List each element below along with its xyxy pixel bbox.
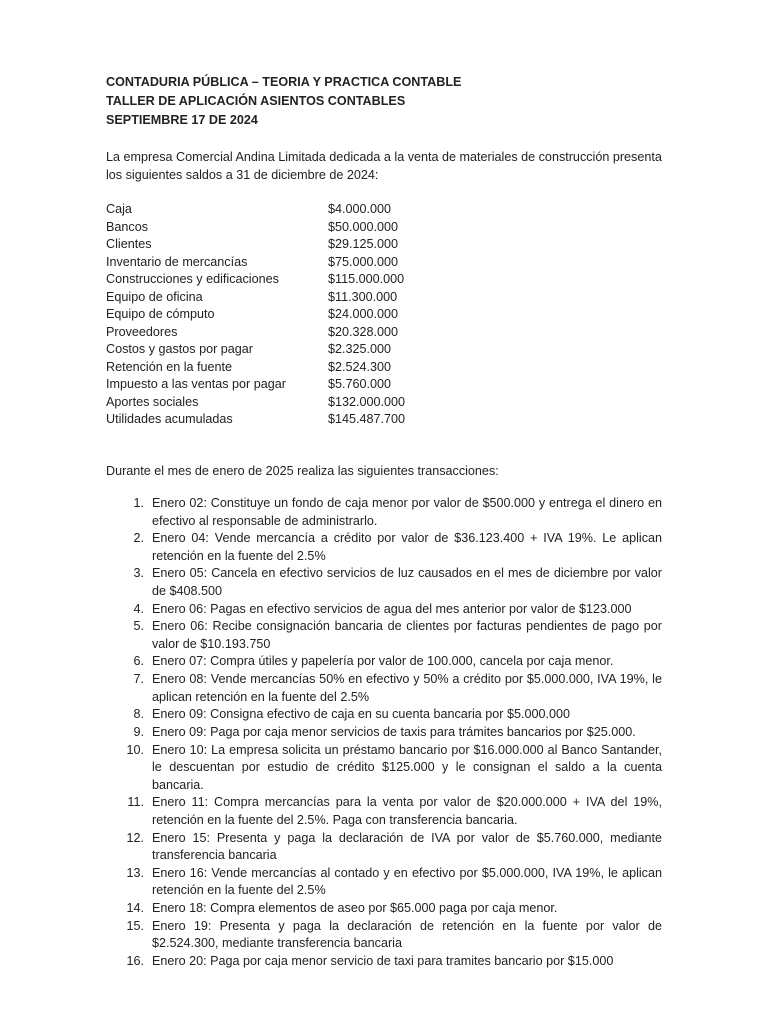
transaction-number: 11. <box>127 795 144 810</box>
balance-amount: $145.487.700 <box>328 412 406 426</box>
balance-row <box>106 236 662 254</box>
balance-account-name: Caja <box>106 202 132 216</box>
transaction-number: 8. <box>133 707 144 722</box>
transaction-number: 2. <box>133 531 144 546</box>
header-title: CONTADURIA PÚBLICA – TEORIA Y PRACTICA CONTABLE <box>106 75 462 89</box>
transaction-text: Enero 15: Presenta y paga la declaración de IVA por valor de $5.760.000, mediante transferencia bancaria <box>152 830 662 863</box>
balance-row <box>106 306 662 324</box>
balance-account-name: Equipo de cómputo <box>106 307 215 321</box>
transaction-text: Enero 06: Recibe consignación bancaria de clientes por facturas pendientes de pago por valor de $10.193.750 <box>152 619 662 651</box>
balance-row <box>106 219 662 237</box>
transaction-text: Enero 08: Vende mercancías 50% en efectivo y 50% a crédito por $5.000.000, IVA 19%, le aplican retención en la fuente del 2.5% <box>152 672 662 704</box>
balance-account-name: Impuesto a las ventas por pagar <box>106 377 286 391</box>
transaction-number-cell <box>106 865 152 900</box>
transaction-number-cell <box>106 794 152 829</box>
balance-amount: $20.328.000 <box>328 324 399 339</box>
transaction-number: 3. <box>133 566 144 581</box>
transaction-item <box>106 530 662 565</box>
transaction-number: 4. <box>133 601 144 616</box>
transaction-text: Enero 16: Vende mercancías al contado y en efectivo por $5.000.000, IVA 19%, le aplican retención en la fuente del 2.5% <box>152 865 662 898</box>
transaction-item <box>106 653 662 671</box>
balance-amount: $50.000.000 <box>328 219 399 234</box>
balance-account-name: Inventario de mercancías <box>106 254 248 269</box>
transaction-number: 12. <box>126 830 144 845</box>
transaction-number-cell <box>106 724 152 742</box>
document-page <box>106 73 662 971</box>
balance-account-name: Clientes <box>106 237 152 251</box>
transaction-item <box>106 900 662 918</box>
transaction-text: Enero 06: Pagas en efectivo servicios de agua del mes anterior por valor de $123.000 <box>152 601 632 616</box>
transaction-item <box>106 830 662 865</box>
transaction-text: Enero 05: Cancela en efectivo servicios de luz causados en el mes de diciembre por valor de $408.500 <box>152 566 662 598</box>
balance-row <box>106 324 662 342</box>
balance-row <box>106 289 662 307</box>
balance-account-name: Construcciones y edificaciones <box>106 272 279 286</box>
transaction-number-cell <box>106 653 152 671</box>
transaction-number-cell <box>106 601 152 619</box>
transaction-text: Enero 09: Paga por caja menor servicios de taxis para trámites bancarios por $25.000. <box>152 725 636 739</box>
transaction-number: 9. <box>133 725 144 739</box>
header-subtitle: TALLER DE APLICACIÓN ASIENTOS CONTABLES <box>106 94 406 108</box>
transactions-list <box>106 495 662 970</box>
transactions-intro: Durante el mes de enero de 2025 realiza las siguientes transacciones: <box>106 463 499 478</box>
balance-amount: $132.000.000 <box>328 394 406 409</box>
transaction-item <box>106 495 662 530</box>
balance-amount: $11.300.000 <box>328 289 398 304</box>
transaction-number-cell <box>106 495 152 530</box>
transaction-number-cell <box>106 565 152 600</box>
transaction-number-cell <box>106 742 152 795</box>
transaction-item <box>106 918 662 953</box>
balance-account-name: Retención en la fuente <box>106 359 233 374</box>
transaction-number: 13. <box>126 865 144 880</box>
transaction-item <box>106 601 662 619</box>
transaction-number: 10. <box>126 742 144 757</box>
transaction-item <box>106 724 662 742</box>
balance-amount: $75.000.000 <box>328 254 399 269</box>
transaction-number-cell <box>106 618 152 653</box>
balance-account-name: Equipo de oficina <box>106 289 203 304</box>
balances-list <box>106 201 662 429</box>
transaction-number: 6. <box>133 654 144 669</box>
balance-account-name: Proveedores <box>106 324 178 339</box>
transaction-item <box>106 953 662 971</box>
transaction-text: Enero 19: Presenta y paga la declaración de retención en la fuente por valor de $2.524.300, mediante transferencia bancaria <box>152 918 662 951</box>
balance-account-name: Aportes sociales <box>106 394 199 409</box>
balance-amount: $115.000.000 <box>328 272 405 286</box>
transaction-number: 14. <box>126 900 144 915</box>
transaction-text: Enero 11: Compra mercancías para la venta por valor de $20.000.000 + IVA del 19%, retención en la fuente del 2.5%. Paga con transferencia bancaria. <box>152 795 662 827</box>
balance-row <box>106 411 662 429</box>
header-date: SEPTIEMBRE 17 DE 2024 <box>106 113 258 127</box>
transaction-number-cell <box>106 830 152 865</box>
transaction-number: 1. <box>133 496 144 510</box>
balance-row <box>106 394 662 412</box>
transaction-item <box>106 565 662 600</box>
balance-row <box>106 359 662 377</box>
transaction-text: Enero 09: Consigna efectivo de caja en su cuenta bancaria por $5.000.000 <box>152 707 570 722</box>
transaction-number-cell <box>106 706 152 724</box>
balance-account-name: Bancos <box>106 219 149 234</box>
balance-amount: $2.524.300 <box>328 359 392 374</box>
balance-amount: $5.760.000 <box>328 377 392 391</box>
transaction-number-cell <box>106 953 152 971</box>
transaction-number-cell <box>106 671 152 706</box>
transaction-text: Enero 07: Compra útiles y papelería por valor de 100.000, cancela por caja menor. <box>152 654 614 669</box>
transaction-item <box>106 865 662 900</box>
balance-amount: $24.000.000 <box>328 307 399 321</box>
transaction-number-cell <box>106 530 152 565</box>
balance-row <box>106 254 662 272</box>
transaction-text: Enero 04: Vende mercancía a crédito por valor de $36.123.400 + IVA 19%. Le aplican retención en la fuente del 2.5% <box>152 531 662 563</box>
balance-row <box>106 201 662 219</box>
transaction-number-cell <box>106 918 152 953</box>
transaction-text: Enero 18: Compra elementos de aseo por $65.000 paga por caja menor. <box>152 900 558 915</box>
transaction-item <box>106 706 662 724</box>
balance-account-name: Utilidades acumuladas <box>106 412 233 426</box>
transaction-item <box>106 671 662 706</box>
transaction-number: 15. <box>126 918 144 933</box>
transaction-number: 5. <box>133 619 144 634</box>
transaction-item <box>106 742 662 795</box>
balance-row <box>106 341 662 359</box>
transaction-item <box>106 618 662 653</box>
transaction-number-cell <box>106 900 152 918</box>
transaction-text: Enero 02: Constituye un fondo de caja menor por valor de $500.000 y entrega el dinero en efectivo al responsable de administrarlo. <box>152 496 662 528</box>
transaction-number: 16. <box>126 953 144 968</box>
balance-account-name: Costos y gastos por pagar <box>106 342 254 356</box>
balance-amount: $29.125.000 <box>328 237 399 251</box>
intro-paragraph: La empresa Comercial Andina Limitada dedicada a la venta de materiales de construcción presenta los siguientes saldos a 31 de diciembre de 2024: <box>106 150 662 182</box>
balance-amount: $2.325.000 <box>328 342 392 356</box>
transaction-text: Enero 20: Paga por caja menor servicio de taxi para tramites bancario por $15.000 <box>152 953 614 968</box>
transaction-item <box>106 794 662 829</box>
transaction-text: Enero 10: La empresa solicita un préstamo bancario por $16.000.000 al Banco Santander, le descuentan por estudio de crédito $125.000 y le consignan el saldo a la cuenta bancaria. <box>152 742 662 792</box>
transaction-number: 7. <box>133 672 144 687</box>
balance-row <box>106 271 662 289</box>
balance-row <box>106 376 662 394</box>
balance-amount: $4.000.000 <box>328 202 392 216</box>
